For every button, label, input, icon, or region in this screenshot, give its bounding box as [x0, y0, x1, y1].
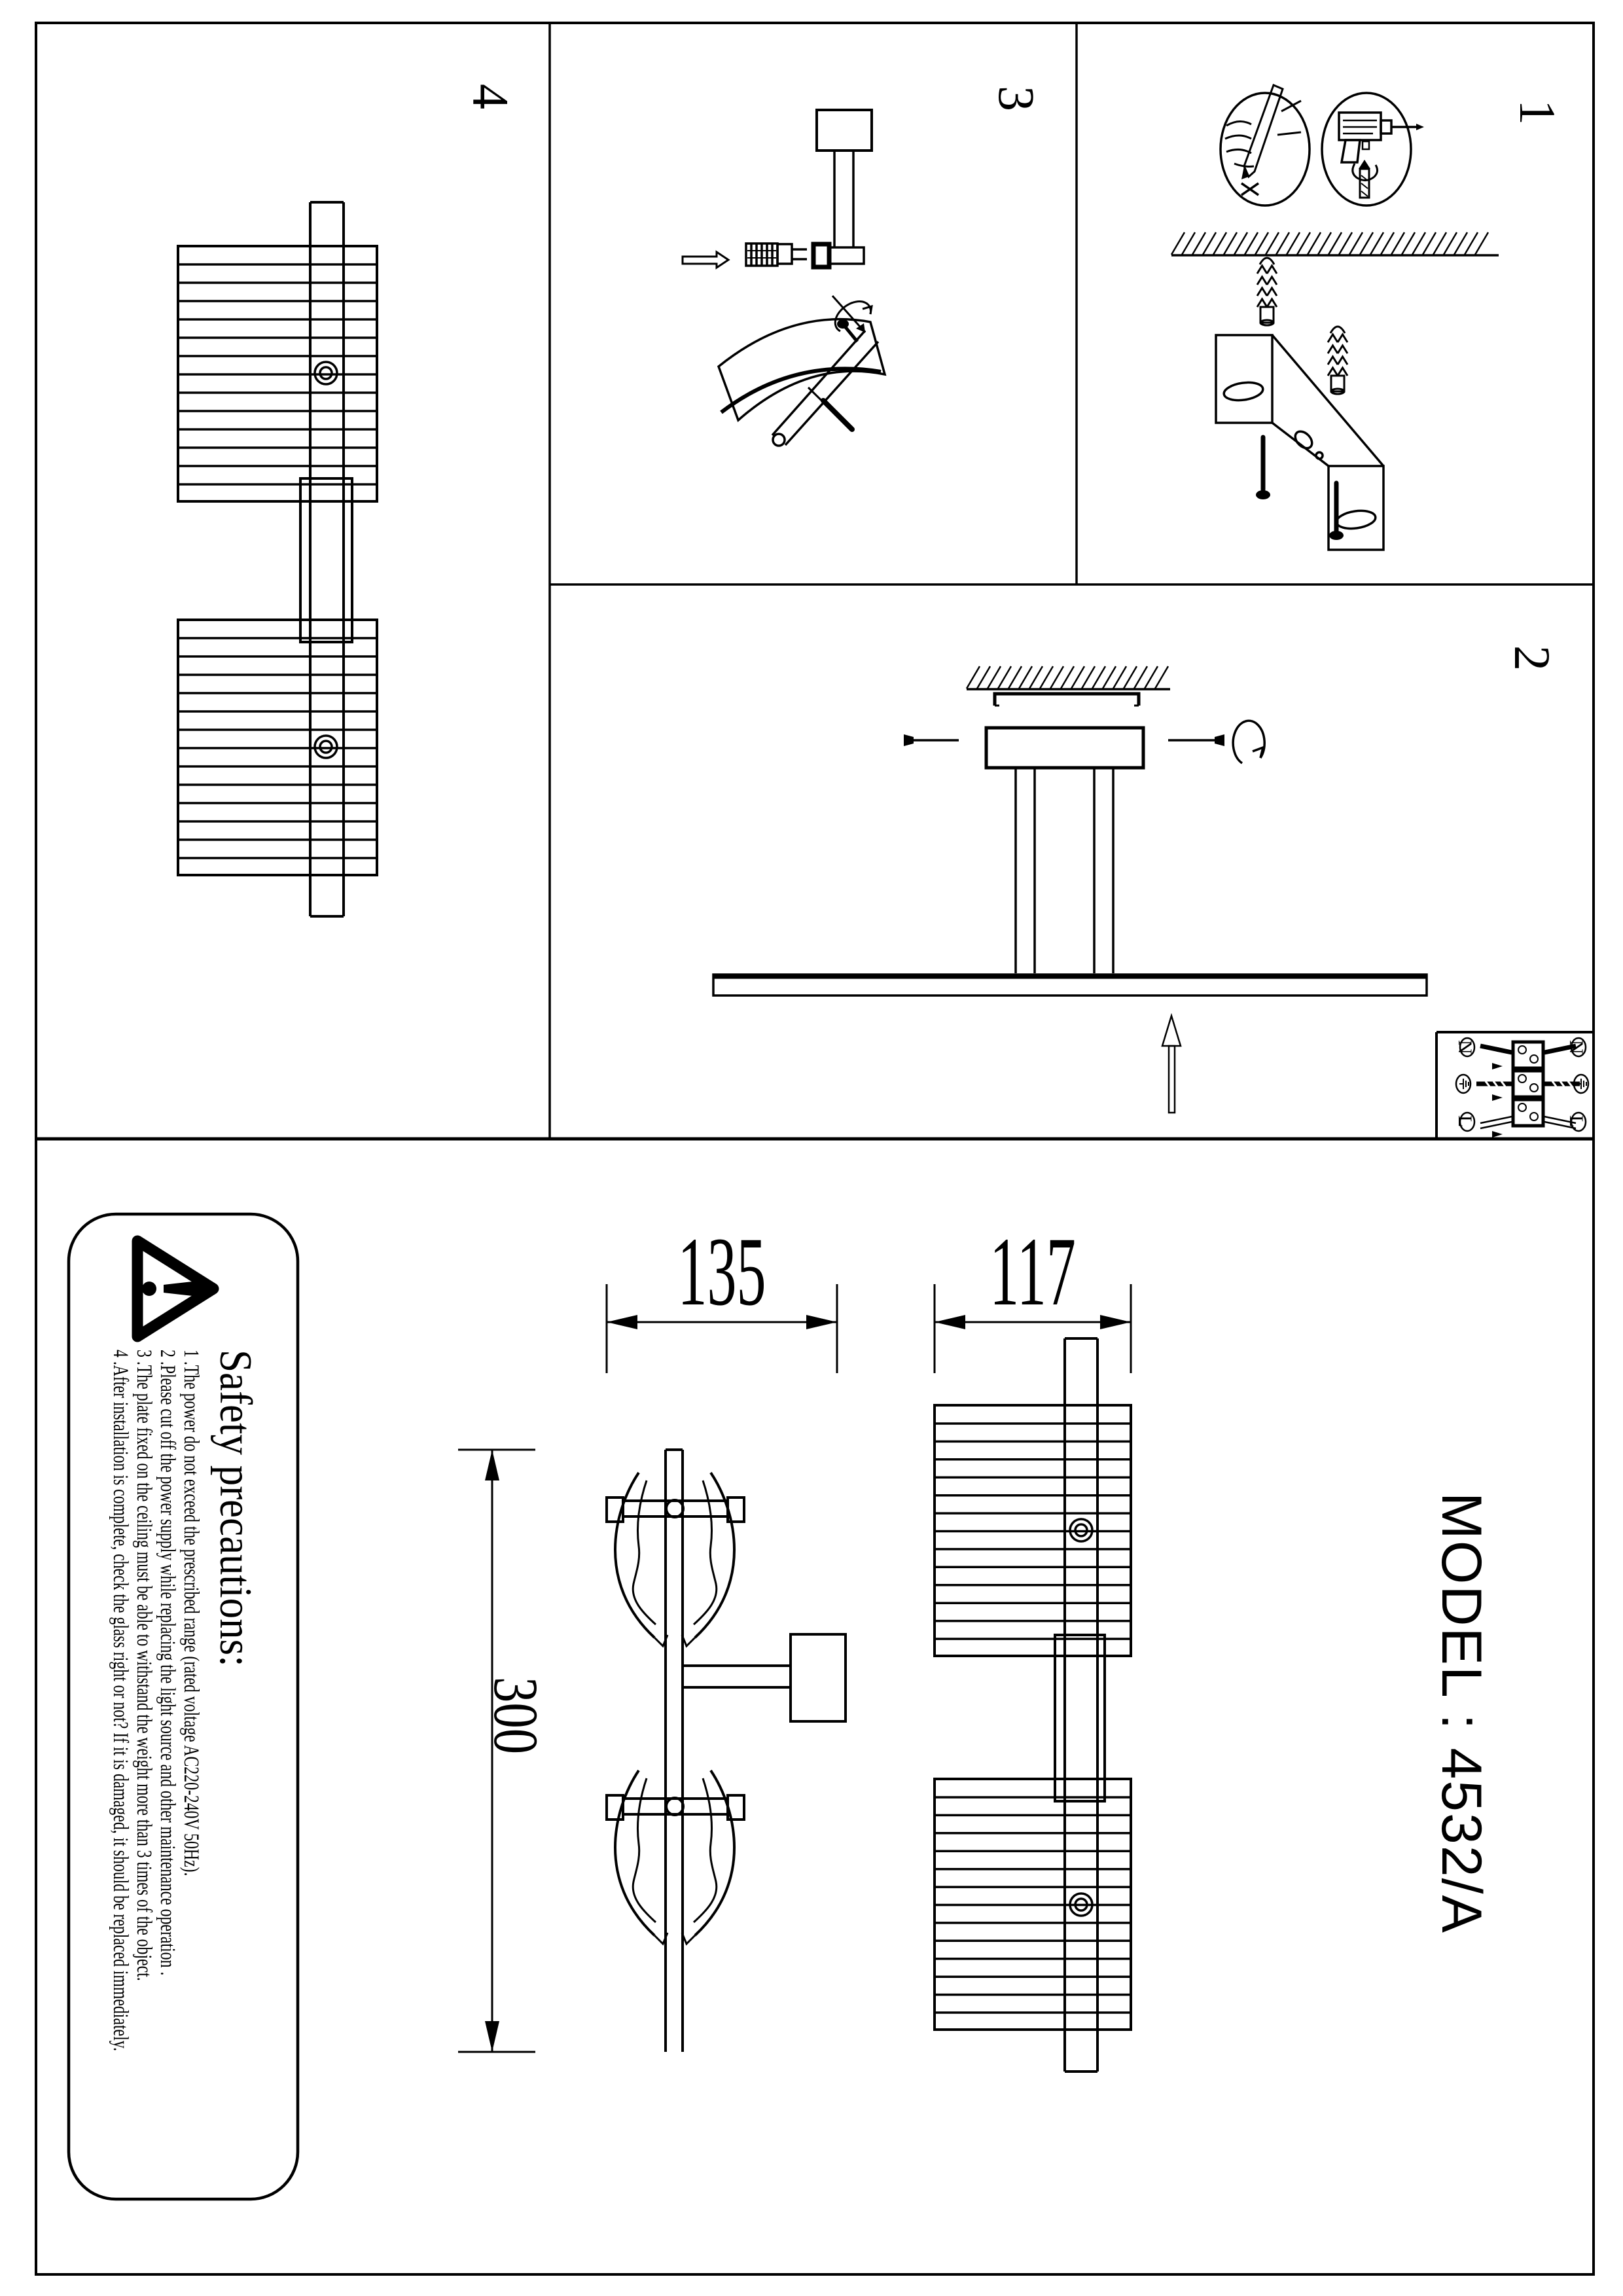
ceiling-hatch [1171, 232, 1499, 255]
safety-heading: Safety precautions: [210, 1350, 260, 1667]
neutral-wire-label: N [1454, 1040, 1476, 1054]
bracket-screw [1256, 437, 1270, 499]
page-border [36, 23, 1594, 2274]
dimension-height: 300 [481, 1677, 551, 1755]
neutral-wire-label: N [1565, 1040, 1587, 1054]
knob-screw [315, 736, 337, 758]
safety-precautions [109, 1350, 260, 2051]
canopy-screw [904, 734, 959, 746]
step1-illustration [1171, 85, 1499, 550]
wall-plug [1257, 258, 1277, 325]
rotation-arrow-icon [1233, 721, 1264, 763]
earth-ground-icon [1577, 1079, 1586, 1089]
ceiling-hatch [967, 666, 1170, 689]
wall-plug [1328, 327, 1347, 394]
lamp-arm-drawing [813, 110, 872, 267]
lamp-body-plate [713, 975, 1427, 996]
bracket-screw [1329, 483, 1344, 540]
knob-screw [315, 362, 337, 384]
lamp-head-front [607, 1770, 744, 1944]
striped-glass-shade [935, 1779, 1131, 2030]
insert-arrow-icon [683, 252, 728, 268]
halogen-bulb [746, 243, 807, 266]
step1-number: 1 [1509, 99, 1566, 125]
pencil-mark-icon [1221, 85, 1310, 206]
canopy-box [986, 728, 1143, 768]
wires [1476, 1046, 1580, 1138]
canopy-screw [1168, 734, 1224, 746]
striped-glass-shade [178, 246, 377, 501]
step4-illustration [178, 202, 377, 916]
stem-tubes [1016, 768, 1113, 973]
safety-item: 1 .The power do not exceed the prescribed range (rated voltage AC220-240V 50Hz). [179, 1350, 203, 1876]
step3-number: 3 [988, 86, 1045, 111]
lamp-head-front [607, 1473, 744, 1646]
striped-glass-shade [178, 620, 377, 875]
step4-number: 4 [462, 84, 519, 109]
warning-triangle-icon [137, 1241, 213, 1336]
up-arrow-icon [1162, 1016, 1181, 1113]
glass-shade-assembly [719, 319, 885, 446]
safety-item: 2 .Please cut off the power supply while replacing the light source and other maintenance operation . [156, 1350, 179, 1976]
striped-glass-shade [935, 1405, 1131, 1656]
safety-item: 3 .The plate fixed on the ceiling must be able to withstand the weight more than 3 times of the object. [132, 1350, 156, 1981]
dimension-front-width: 135 [677, 1217, 766, 1326]
screw-rotation-icon [832, 296, 872, 332]
model-label: MODEL : 4532/A [1430, 1492, 1493, 1934]
mounting-bracket [1216, 335, 1383, 550]
live-wire-label: L [1565, 1115, 1587, 1128]
terminal-block [1513, 1042, 1543, 1126]
safety-item: 4 .After installation is complete, check the glass right or not? If it is damaged, it should be replaced immediately. [109, 1350, 132, 2051]
dimension-side-width: 117 [990, 1217, 1076, 1326]
earth-ground-icon [1459, 1079, 1469, 1089]
fixed-bracket-edge [995, 694, 1139, 706]
live-wire-label: L [1454, 1115, 1476, 1128]
step2-number: 2 [1504, 645, 1561, 671]
step2-illustration [713, 666, 1427, 1113]
step3-illustration [683, 110, 885, 446]
drill-icon [1322, 93, 1424, 206]
side-view-drawing [935, 1338, 1131, 2072]
front-view-drawing [607, 1450, 846, 2052]
canopy-side [683, 1634, 846, 1721]
